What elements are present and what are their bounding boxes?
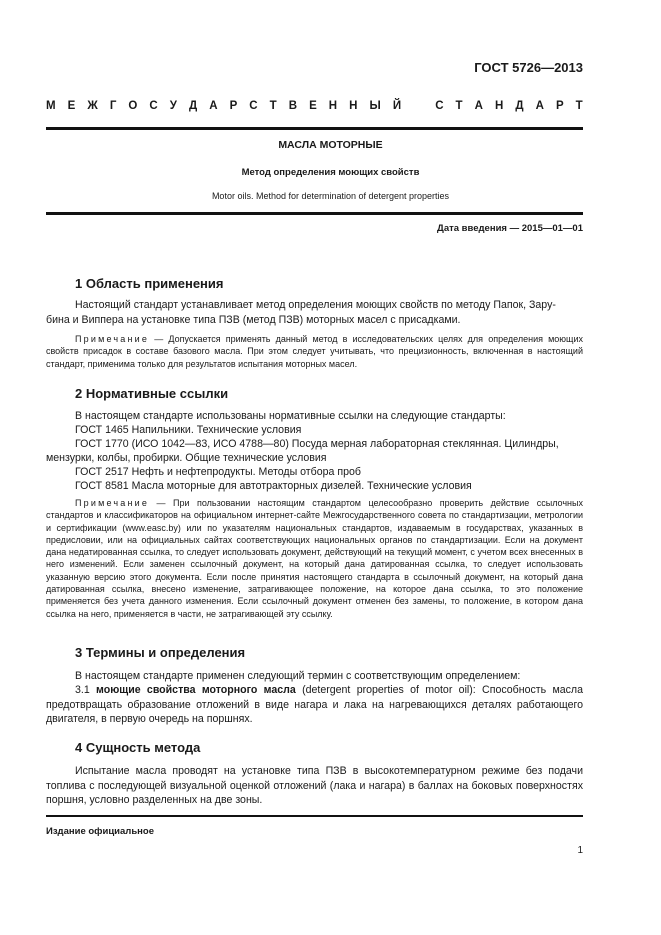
gost-number: ГОСТ 5726—2013 bbox=[474, 60, 583, 75]
banner-letter: В bbox=[288, 100, 298, 112]
banner-letter: Д bbox=[515, 100, 524, 112]
section-1-text-line2: бина и Виппера на установке типа ПЗВ (метод ПЗВ) моторных масел с присадками. bbox=[46, 314, 461, 326]
banner-letter: О bbox=[128, 100, 138, 112]
banner-letter: Г bbox=[109, 100, 117, 112]
banner-letter: Н bbox=[494, 100, 504, 112]
footer-rule bbox=[46, 815, 583, 817]
note-label: Примечание bbox=[75, 498, 150, 508]
banner-letter: А bbox=[474, 100, 483, 112]
page-number: 1 bbox=[577, 845, 583, 856]
official-edition-label: Издание официальное bbox=[46, 826, 154, 837]
section-3-intro: В настоящем стандарте применен следующий термин с соответствующим определением: bbox=[75, 670, 521, 682]
section-2-heading: 2 Нормативные ссылки bbox=[75, 386, 229, 401]
interstate-standard-banner bbox=[46, 100, 583, 112]
term-name: моющие свойства моторного масла bbox=[96, 684, 296, 696]
document-title: МАСЛА МОТОРНЫЕ bbox=[278, 139, 383, 151]
banner-letter: Т bbox=[455, 100, 463, 112]
section-1-note bbox=[46, 333, 583, 370]
banner-letter: Т bbox=[575, 100, 583, 112]
term-definition bbox=[46, 683, 583, 727]
section-4-text: Испытание масла проводят на установке типа ПЗВ в высокотемпературном режиме без подачи топлива с последующей визуальной оценкой отложений (лака и нагара) в баллах на боковых поверхностях поршня, условно разделенных на две зоны. bbox=[46, 765, 583, 807]
banner-letter: Р bbox=[555, 100, 564, 112]
reference-gost-1465: ГОСТ 1465 Напильники. Технические условия bbox=[75, 424, 302, 436]
note-text: — При пользовании настоящим стандартом целесообразно проверить действие ссылочных стандартов и классификаторов на официальном интернет-сайте Межгосударственного совета по стандартизации, метрологии и сертификации (www.easc.by) или по указателям национальных стандартов, издаваемым в государствах, указанных в предисловии, или на официальных сайтах соответствующих национальных органов по стандартизации. Если на документ дана недатированная ссылка, то следует использовать документ, действующий на текущий момент, с учетом всех внесенных в него изменений. Если заменен ссылочный документ, на который дана датированная ссылка, то следует использовать указанную версию этого документа. Если после принятия настоящего стандарта в ссылочный документ, на который дана датированная ссылка, внесено изменение, затрагивающее положение, на которое дана ссылка, то это положение применяется без учета данного изменения. Если ссылочный документ отменен без замены, то положение, в котором дана ссылка на него, применяется в части, не затрагивающей эту ссылку. bbox=[46, 498, 583, 619]
banner-letter: Ж bbox=[87, 100, 98, 112]
banner-letter: Д bbox=[188, 100, 198, 112]
section-2-intro: В настоящем стандарте использованы нормативные ссылки на следующие стандарты: bbox=[75, 410, 506, 422]
section-3-heading: 3 Термины и определения bbox=[75, 645, 246, 660]
section-2-note bbox=[46, 497, 583, 620]
date-introduced: Дата введения — 2015—01—01 bbox=[437, 223, 583, 234]
banner-letter: С bbox=[149, 100, 158, 112]
reference-gost-1770-line2: мензурки, колбы, пробирки. Общие технические условия bbox=[46, 452, 327, 464]
banner-letter: Т bbox=[269, 100, 277, 112]
english-title: Motor oils. Method for determination of detergent properties bbox=[211, 191, 450, 201]
section-1-heading: 1 Область применения bbox=[75, 276, 224, 291]
banner-letter: Р bbox=[229, 100, 238, 112]
banner-letter: Е bbox=[309, 100, 317, 112]
banner-letter: У bbox=[169, 100, 177, 112]
document-subtitle: Метод определения моющих свойств bbox=[241, 167, 420, 178]
header-rule bbox=[46, 127, 583, 130]
banner-letter: Е bbox=[67, 100, 76, 112]
note-text: — Допускается применять данный метод в исследовательских целях для определения моющих свойств присадок в составе базового масла. При этом следует учитывать, что прецизионность, включенная в настоящий стандарт, применима только для результатов испытания моторных масел. bbox=[46, 334, 583, 369]
note-label: Примечание bbox=[75, 334, 150, 344]
banner-letter: М bbox=[46, 100, 56, 112]
title-rule bbox=[46, 212, 583, 215]
term-text: (detergent properties of motor oil): Способность масла предотвращать образование отложений в виде нагара и лака на нагревающихся деталях работающего двигателя, в первую очередь на поршнях. bbox=[46, 684, 583, 726]
banner-letter: А bbox=[535, 100, 544, 112]
reference-gost-1770-line1: ГОСТ 1770 (ИСО 1042—83, ИСО 4788—80) Посуда мерная лабораторная стеклянная. Цилиндры, bbox=[75, 438, 559, 450]
section-1-text-line1: Настоящий стандарт устанавливает метод определения моющих свойств по методу Папок, Зару- bbox=[75, 299, 556, 311]
reference-gost-2517: ГОСТ 2517 Нефть и нефтепродукты. Методы отбора проб bbox=[75, 466, 361, 478]
banner-letter: А bbox=[209, 100, 218, 112]
banner-letter: С bbox=[435, 100, 444, 112]
banner-letter: Й bbox=[392, 100, 402, 112]
reference-gost-8581: ГОСТ 8581 Масла моторные для автотракторных дизелей. Технические условия bbox=[75, 480, 472, 492]
banner-letter: С bbox=[249, 100, 258, 112]
banner-gap bbox=[413, 100, 423, 112]
banner-letter: Ы bbox=[369, 100, 381, 112]
banner-letter: Н bbox=[328, 100, 338, 112]
section-4-heading: 4 Сущность метода bbox=[75, 740, 201, 755]
banner-letter: Н bbox=[349, 100, 358, 112]
term-number: 3.1 bbox=[75, 684, 97, 696]
